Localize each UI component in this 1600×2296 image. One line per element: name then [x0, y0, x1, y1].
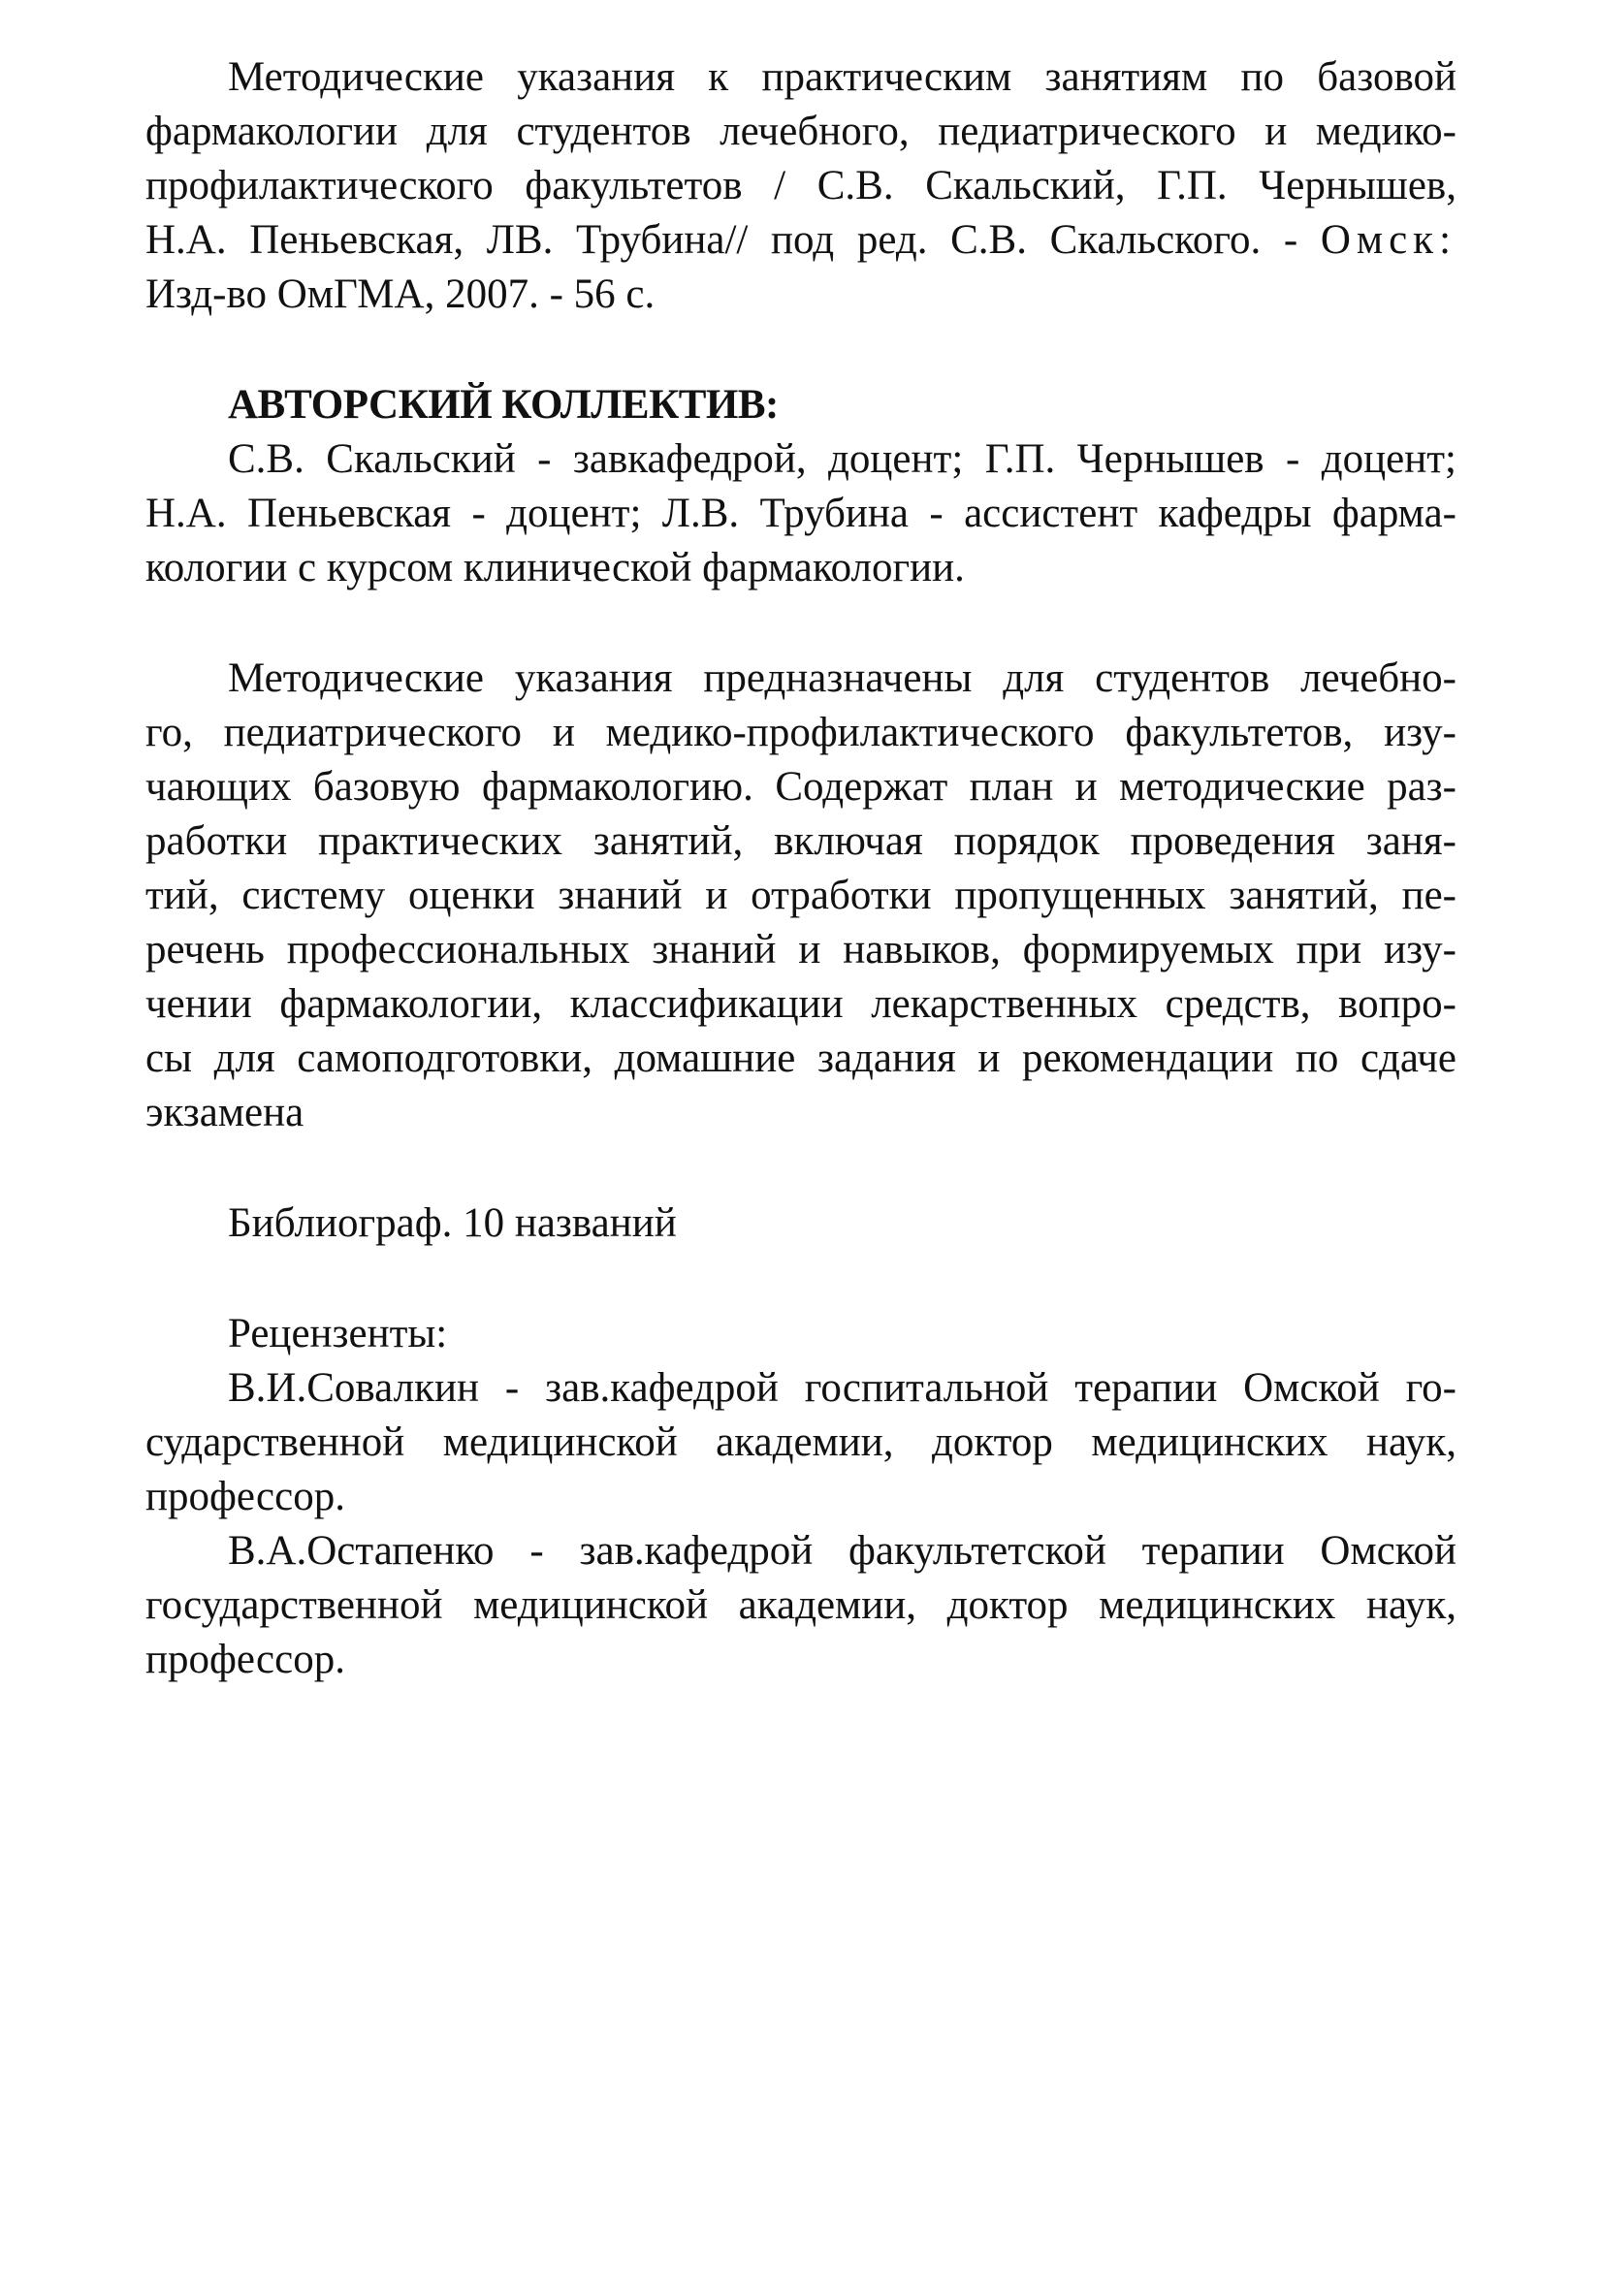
- citation-city: Омск:: [1320, 217, 1457, 263]
- reviewer-line: сударственной медицинской академии, доктор медицинских наук,: [145, 1419, 1456, 1465]
- spacer: [145, 1140, 1456, 1196]
- authors-heading: АВТОРСКИЙ КОЛЛЕКТИВ:: [228, 382, 779, 428]
- annotation-line: Методические указания предназначены для студентов лечебно-: [228, 655, 1456, 701]
- annotation-line: го, педиатрического и медико-профилактического факультетов, изу-: [145, 710, 1456, 755]
- annotation-line: чении фармакологии, классификации лекарственных средств, вопро-: [145, 981, 1456, 1027]
- annotation-line: сы для самоподготовки, домашние задания и рекомендации по сдаче: [145, 1036, 1456, 1081]
- authors-line: кологии с курсом клинической фармакологии.: [145, 545, 965, 590]
- annotation-line: работки практических занятий, включая порядок проведения заня-: [145, 818, 1456, 864]
- citation-line: [145, 213, 1456, 268]
- annotation-line: чающих базовую фармакологию. Содержат план и методические раз-: [145, 764, 1456, 810]
- citation-block: [145, 50, 1456, 322]
- citation-line: фармакологии для студентов лечебного, педиатрического и медико-: [145, 109, 1456, 154]
- annotation-line: речень профессиональных знаний и навыков, формируемых при изу-: [145, 927, 1456, 973]
- citation-line: Методические указания к практическим занятиям по базовой: [228, 54, 1456, 100]
- reviewer-line: профессор.: [145, 1474, 345, 1519]
- reviewer-line: государственной медицинской академии, доктор медицинских наук,: [145, 1582, 1456, 1628]
- reviewer-line: В.А.Остапенко - зав.кафедрой факультетской терапии Омской: [228, 1528, 1456, 1574]
- authors-line: С.В. Скальский - завкафедрой, доцент; Г.П. Чернышев - доцент;: [228, 436, 1456, 482]
- reviewers-heading: Рецензенты:: [228, 1311, 448, 1356]
- bibliography-note: Библиограф. 10 названий: [228, 1200, 677, 1246]
- reviewer-line: профессор.: [145, 1637, 345, 1682]
- citation-line: профилактического факультетов / С.В. Скальский, Г.П. Чернышев,: [145, 163, 1456, 208]
- spacer: [145, 1251, 1456, 1307]
- citation-line-text: Н.А. Пеньевская, ЛВ. Трубина// под ред. С.В. Скальского. -: [145, 217, 1298, 263]
- authors-line: Н.А. Пеньевская - доцент; Л.В. Трубина - ассистент кафедры фарма-: [145, 491, 1456, 536]
- reviewers-block: [145, 1307, 1456, 1687]
- annotation-block: [145, 652, 1456, 1140]
- annotation-line: тий, систему оценки знаний и отработки пропущенных занятий, пе-: [145, 873, 1456, 918]
- authors-block: [145, 378, 1456, 595]
- document-page: [145, 50, 1456, 1687]
- annotation-line: экзамена: [145, 1090, 304, 1135]
- spacer: [145, 322, 1456, 378]
- spacer: [145, 595, 1456, 652]
- citation-line: Изд-во ОмГМА, 2007. - 56 с.: [145, 271, 656, 317]
- reviewer-line: В.И.Совалкин - зав.кафедрой госпитальной терапии Омской го-: [228, 1365, 1456, 1411]
